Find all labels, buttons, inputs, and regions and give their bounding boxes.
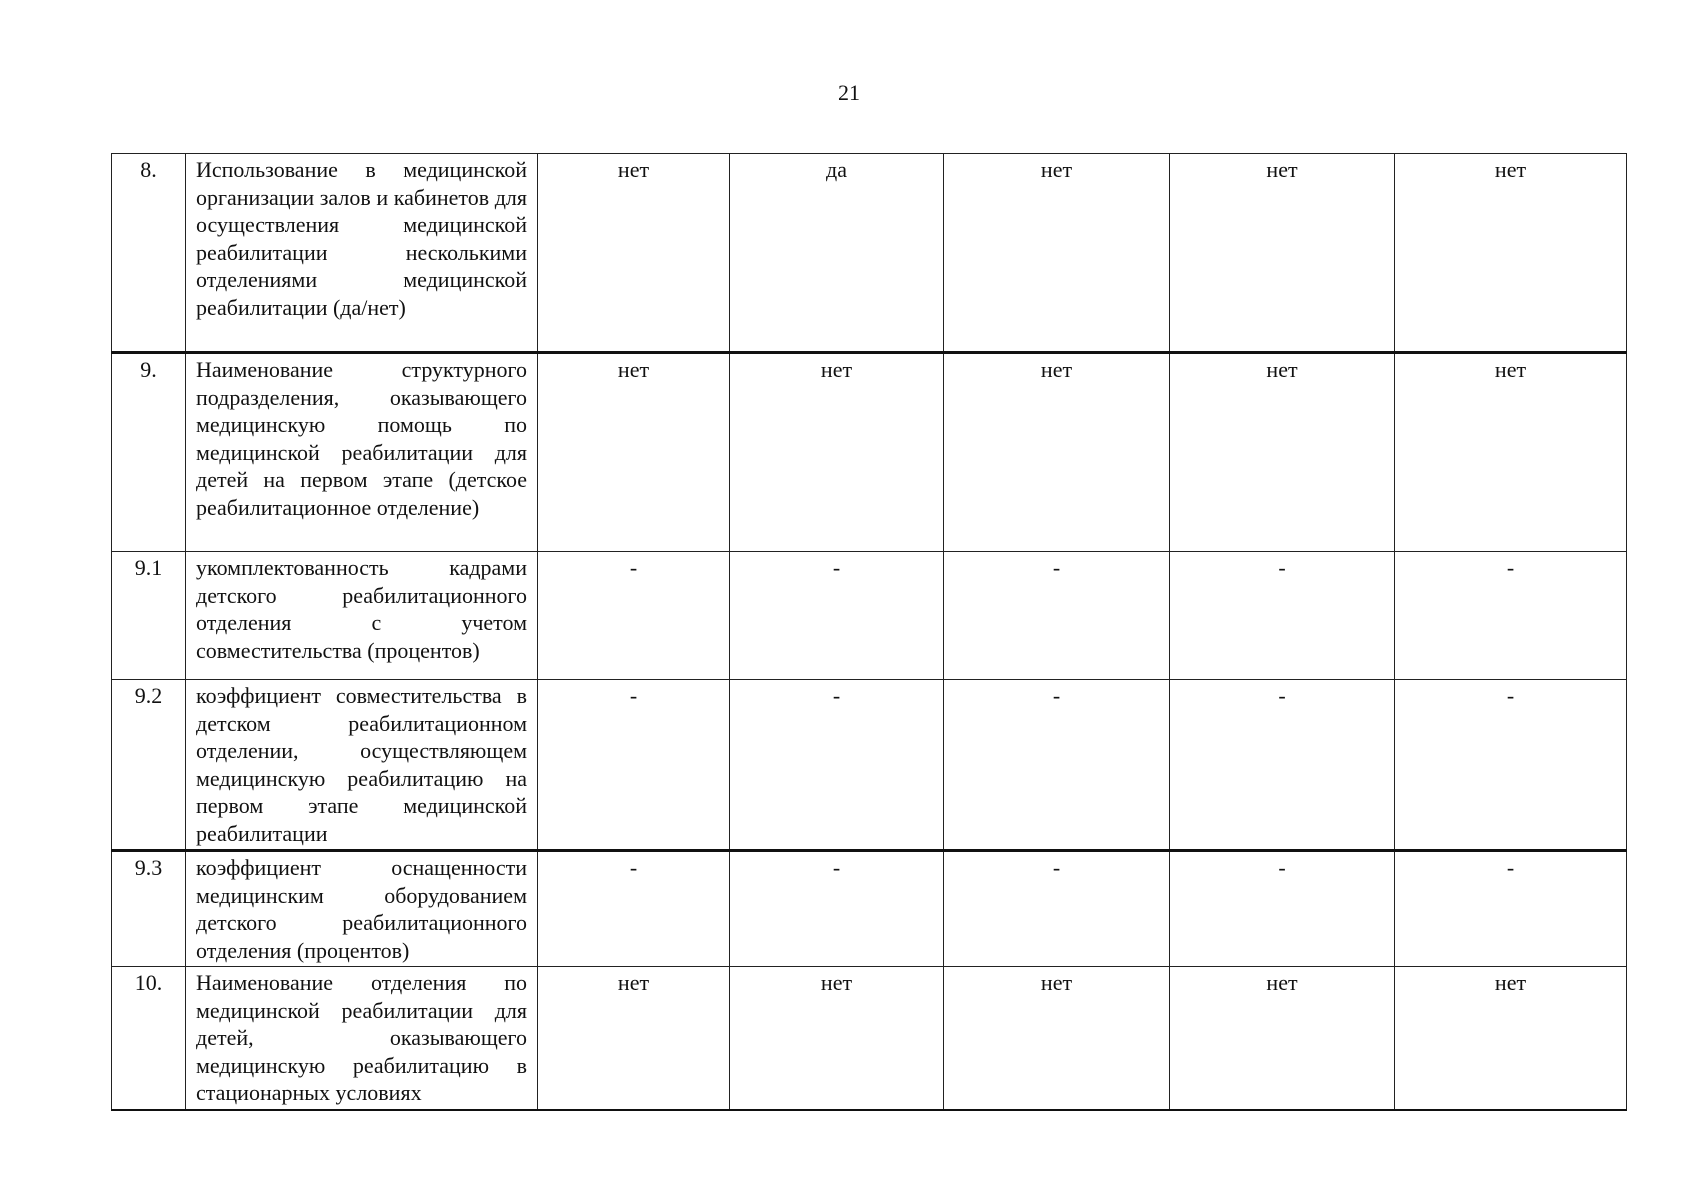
row-value-3: - xyxy=(944,680,1170,851)
row-number: 9.2 xyxy=(112,680,186,851)
row-value-1: - xyxy=(538,680,730,851)
row-value-4: - xyxy=(1170,552,1395,680)
row-value-4: нет xyxy=(1170,154,1395,353)
row-value-4: - xyxy=(1170,680,1395,851)
row-value-2: - xyxy=(730,552,944,680)
row-number: 10. xyxy=(112,967,186,1110)
row-value-3: нет xyxy=(944,967,1170,1110)
row-number: 9.1 xyxy=(112,552,186,680)
row-indicator-name: Использование в медицинской организации залов и кабинетов для осуществления медицинской реабилитации несколькими отделениями медицинской реабилитации (да/нет) xyxy=(186,154,538,353)
row-value-5: нет xyxy=(1395,353,1627,552)
row-value-3: - xyxy=(944,552,1170,680)
row-value-2: нет xyxy=(730,967,944,1110)
row-value-2: - xyxy=(730,851,944,967)
row-value-5: нет xyxy=(1395,967,1627,1110)
row-value-3: нет xyxy=(944,154,1170,353)
table-row-8 xyxy=(112,154,1627,353)
table-row-10 xyxy=(112,967,1627,1110)
row-value-2: - xyxy=(730,680,944,851)
table-row-9-3 xyxy=(112,851,1627,967)
row-value-2: нет xyxy=(730,353,944,552)
row-value-4: - xyxy=(1170,851,1395,967)
row-value-1: нет xyxy=(538,154,730,353)
row-value-1: нет xyxy=(538,353,730,552)
row-value-5: - xyxy=(1395,552,1627,680)
row-value-3: нет xyxy=(944,353,1170,552)
row-value-4: нет xyxy=(1170,967,1395,1110)
row-number: 9.3 xyxy=(112,851,186,967)
row-value-3: - xyxy=(944,851,1170,967)
row-value-5: - xyxy=(1395,851,1627,967)
table-row-9-1 xyxy=(112,552,1627,680)
row-number: 9. xyxy=(112,353,186,552)
table-row-9-2 xyxy=(112,680,1627,851)
row-value-2: да xyxy=(730,154,944,353)
row-indicator-name: укомплектованность кадрами детского реабилитационного отделения с учетом совместительства (процентов) xyxy=(186,552,538,680)
table-row-9 xyxy=(112,353,1627,552)
row-value-1: - xyxy=(538,851,730,967)
row-indicator-name: коэффициент оснащенности медицинским оборудованием детского реабилитационного отделения (процентов) xyxy=(186,851,538,967)
row-value-1: - xyxy=(538,552,730,680)
row-value-4: нет xyxy=(1170,353,1395,552)
page-number: 21 xyxy=(838,80,860,105)
row-indicator-name: Наименование отделения по медицинской реабилитации для детей, оказывающего медицинскую реабилитацию в стационарных условиях xyxy=(186,967,538,1110)
row-number: 8. xyxy=(112,154,186,353)
row-indicator-name: коэффициент совместительства в детском реабилитационном отделении, осуществляющем медицинскую реабилитацию на первом этапе медицинской реабилитации xyxy=(186,680,538,851)
indicators-table xyxy=(111,153,1627,1111)
row-value-5: - xyxy=(1395,680,1627,851)
row-indicator-name: Наименование структурного подразделения, оказывающего медицинскую помощь по медицинской реабилитации для детей на первом этапе (детское реабилитационное отделение) xyxy=(186,353,538,552)
row-value-5: нет xyxy=(1395,154,1627,353)
row-value-1: нет xyxy=(538,967,730,1110)
